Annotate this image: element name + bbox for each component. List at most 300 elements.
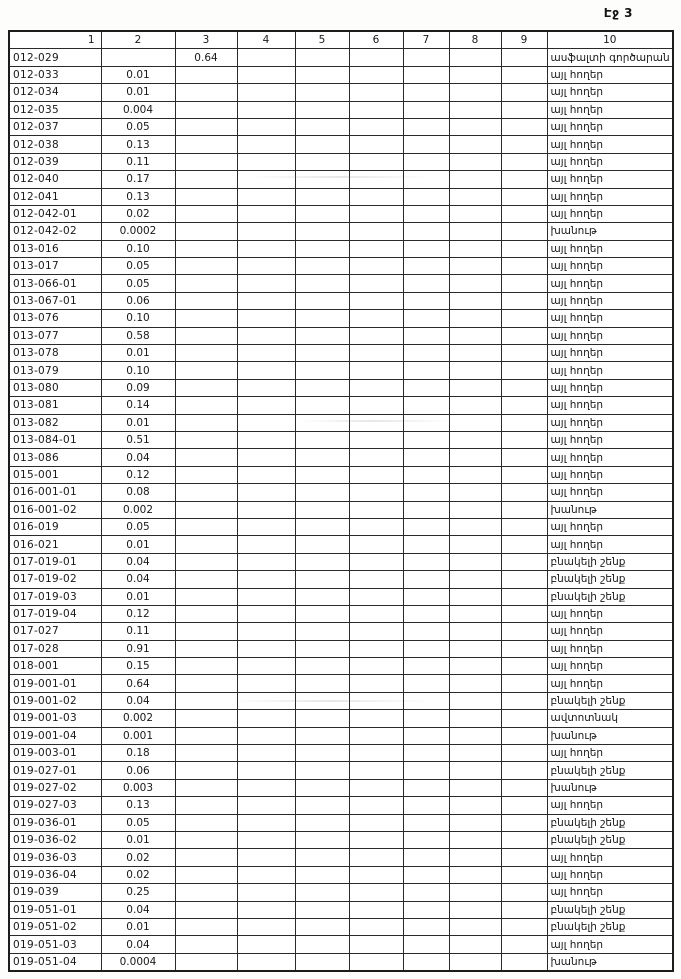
- value-cell: [449, 640, 501, 657]
- value-cell: [403, 727, 449, 744]
- value-cell: [349, 518, 403, 535]
- value-cell: [295, 884, 349, 901]
- value-cell: [449, 953, 501, 971]
- value-cell: [295, 449, 349, 466]
- value-cell: [295, 675, 349, 692]
- value-cell: [449, 431, 501, 448]
- table-row: [9, 327, 673, 344]
- value-cell: [349, 136, 403, 153]
- land-use-cell: ասֆալտի գործարան: [547, 49, 673, 66]
- value-cell: [175, 779, 237, 796]
- value-cell: [501, 397, 547, 414]
- value-cell: [175, 431, 237, 448]
- value-cell: [501, 101, 547, 118]
- value-cell: [295, 484, 349, 501]
- parcel-code-cell: 013-079: [9, 362, 101, 379]
- value-cell: [237, 484, 295, 501]
- value-cell: 0.04: [101, 553, 175, 570]
- table-row: [9, 884, 673, 901]
- value-cell: 0.01: [101, 414, 175, 431]
- land-use-cell: այլ հողեր: [547, 84, 673, 101]
- value-cell: [501, 501, 547, 518]
- value-cell: [295, 66, 349, 83]
- value-cell: [449, 588, 501, 605]
- value-cell: [237, 727, 295, 744]
- table-row: [9, 710, 673, 727]
- value-cell: 0.004: [101, 101, 175, 118]
- land-use-cell: այլ հողեր: [547, 484, 673, 501]
- value-cell: [295, 901, 349, 918]
- value-cell: [403, 779, 449, 796]
- value-cell: [403, 692, 449, 709]
- value-cell: [449, 414, 501, 431]
- value-cell: [175, 571, 237, 588]
- parcel-code-cell: 019-036-03: [9, 849, 101, 866]
- value-cell: [403, 588, 449, 605]
- value-cell: [175, 953, 237, 971]
- land-use-cell: այլ հողեր: [547, 936, 673, 953]
- value-cell: [501, 605, 547, 622]
- parcel-code-cell: 019-001-03: [9, 710, 101, 727]
- value-cell: [349, 275, 403, 292]
- parcel-code-cell: 019-036-01: [9, 814, 101, 831]
- table-row: [9, 640, 673, 657]
- column-header-6: 6: [349, 31, 403, 49]
- value-cell: [501, 66, 547, 83]
- parcel-code-cell: 012-040: [9, 171, 101, 188]
- value-cell: [295, 518, 349, 535]
- land-use-cell: այլ հողեր: [547, 797, 673, 814]
- value-cell: [237, 553, 295, 570]
- parcel-code-cell: 012-035: [9, 101, 101, 118]
- value-cell: 0.13: [101, 188, 175, 205]
- value-cell: [295, 936, 349, 953]
- value-cell: [237, 797, 295, 814]
- value-cell: [237, 153, 295, 170]
- land-use-cell: այլ հողեր: [547, 275, 673, 292]
- value-cell: [501, 936, 547, 953]
- parcel-code-cell: 013-077: [9, 327, 101, 344]
- value-cell: 0.04: [101, 449, 175, 466]
- value-cell: [349, 188, 403, 205]
- value-cell: [349, 745, 403, 762]
- land-use-cell: բնակելի շենք: [547, 553, 673, 570]
- table-row: [9, 658, 673, 675]
- value-cell: [501, 518, 547, 535]
- value-cell: [349, 797, 403, 814]
- value-cell: [501, 849, 547, 866]
- land-use-cell: այլ հողեր: [547, 258, 673, 275]
- value-cell: [175, 327, 237, 344]
- value-cell: [175, 640, 237, 657]
- value-cell: 0.10: [101, 310, 175, 327]
- land-use-cell: այլ հողեր: [547, 884, 673, 901]
- value-cell: 0.0002: [101, 223, 175, 240]
- value-cell: [449, 397, 501, 414]
- value-cell: [403, 484, 449, 501]
- value-cell: [449, 814, 501, 831]
- land-use-cell: այլ հողեր: [547, 640, 673, 657]
- parcel-code-cell: 012-039: [9, 153, 101, 170]
- land-use-cell: այլ հողեր: [547, 310, 673, 327]
- value-cell: [349, 762, 403, 779]
- parcel-code-cell: 016-021: [9, 536, 101, 553]
- table-row: [9, 779, 673, 796]
- parcel-code-cell: 016-019: [9, 518, 101, 535]
- land-use-cell: բնակելի շենք: [547, 571, 673, 588]
- value-cell: [403, 623, 449, 640]
- value-cell: [449, 310, 501, 327]
- table-row: [9, 431, 673, 448]
- value-cell: [449, 205, 501, 222]
- value-cell: [237, 536, 295, 553]
- table-row: [9, 66, 673, 83]
- value-cell: [175, 118, 237, 135]
- value-cell: 0.001: [101, 727, 175, 744]
- value-cell: [295, 397, 349, 414]
- value-cell: [449, 66, 501, 83]
- value-cell: 0.01: [101, 918, 175, 935]
- value-cell: [349, 84, 403, 101]
- value-cell: [501, 362, 547, 379]
- value-cell: [449, 727, 501, 744]
- value-cell: [175, 901, 237, 918]
- value-cell: [175, 345, 237, 362]
- column-header-10: 10: [547, 31, 673, 49]
- value-cell: [237, 327, 295, 344]
- value-cell: [237, 101, 295, 118]
- value-cell: [349, 866, 403, 883]
- value-cell: 0.04: [101, 901, 175, 918]
- value-cell: [295, 466, 349, 483]
- value-cell: [449, 553, 501, 570]
- value-cell: [175, 623, 237, 640]
- value-cell: 0.04: [101, 692, 175, 709]
- value-cell: [449, 188, 501, 205]
- parcel-code-cell: 016-001-02: [9, 501, 101, 518]
- value-cell: [295, 692, 349, 709]
- value-cell: [501, 866, 547, 883]
- value-cell: [237, 831, 295, 848]
- value-cell: 0.12: [101, 466, 175, 483]
- value-cell: [501, 710, 547, 727]
- value-cell: 0.11: [101, 623, 175, 640]
- value-cell: [349, 849, 403, 866]
- value-cell: [449, 797, 501, 814]
- land-use-cell: խանութ: [547, 727, 673, 744]
- value-cell: [349, 901, 403, 918]
- land-use-cell: բնակելի շենք: [547, 588, 673, 605]
- value-cell: [175, 136, 237, 153]
- value-cell: [349, 362, 403, 379]
- value-cell: [237, 205, 295, 222]
- value-cell: [295, 414, 349, 431]
- value-cell: [237, 466, 295, 483]
- value-cell: [237, 605, 295, 622]
- value-cell: [501, 797, 547, 814]
- value-cell: [237, 431, 295, 448]
- parcel-code-cell: 013-084-01: [9, 431, 101, 448]
- parcel-code-cell: 012-029: [9, 49, 101, 66]
- value-cell: 0.05: [101, 258, 175, 275]
- column-header-1: 1: [9, 31, 101, 49]
- table-row: [9, 623, 673, 640]
- land-use-cell: այլ հողեր: [547, 362, 673, 379]
- parcel-code-cell: 019-003-01: [9, 745, 101, 762]
- value-cell: [237, 953, 295, 971]
- value-cell: [175, 171, 237, 188]
- value-cell: [175, 484, 237, 501]
- value-cell: [349, 727, 403, 744]
- parcel-code-cell: 013-076: [9, 310, 101, 327]
- parcel-code-cell: 019-001-02: [9, 692, 101, 709]
- value-cell: [349, 779, 403, 796]
- value-cell: [237, 518, 295, 535]
- value-cell: [295, 953, 349, 971]
- value-cell: [175, 588, 237, 605]
- value-cell: [501, 258, 547, 275]
- value-cell: [237, 292, 295, 309]
- value-cell: [501, 275, 547, 292]
- value-cell: [449, 675, 501, 692]
- value-cell: [295, 605, 349, 622]
- value-cell: [295, 745, 349, 762]
- value-cell: [295, 536, 349, 553]
- value-cell: [403, 901, 449, 918]
- value-cell: [501, 588, 547, 605]
- value-cell: [175, 240, 237, 257]
- value-cell: [349, 414, 403, 431]
- value-cell: 0.10: [101, 240, 175, 257]
- value-cell: [349, 675, 403, 692]
- value-cell: 0.0004: [101, 953, 175, 971]
- value-cell: [237, 449, 295, 466]
- value-cell: [449, 901, 501, 918]
- value-cell: [349, 292, 403, 309]
- value-cell: [403, 814, 449, 831]
- table-row: [9, 918, 673, 935]
- table-row: [9, 205, 673, 222]
- value-cell: [501, 692, 547, 709]
- table-row: [9, 571, 673, 588]
- value-cell: [449, 153, 501, 170]
- value-cell: [237, 258, 295, 275]
- table-row: [9, 136, 673, 153]
- parcel-code-cell: 012-042-02: [9, 223, 101, 240]
- value-cell: [295, 762, 349, 779]
- value-cell: [175, 292, 237, 309]
- value-cell: [403, 397, 449, 414]
- value-cell: [237, 745, 295, 762]
- value-cell: [449, 658, 501, 675]
- value-cell: [449, 362, 501, 379]
- value-cell: [403, 292, 449, 309]
- value-cell: [295, 205, 349, 222]
- value-cell: [175, 658, 237, 675]
- value-cell: [403, 223, 449, 240]
- value-cell: [237, 623, 295, 640]
- value-cell: [237, 675, 295, 692]
- value-cell: [501, 814, 547, 831]
- value-cell: 0.05: [101, 518, 175, 535]
- value-cell: [501, 136, 547, 153]
- value-cell: [449, 866, 501, 883]
- value-cell: [403, 414, 449, 431]
- value-cell: [295, 345, 349, 362]
- land-use-cell: խանութ: [547, 953, 673, 971]
- parcel-code-cell: 019-036-04: [9, 866, 101, 883]
- value-cell: [175, 692, 237, 709]
- value-cell: [349, 153, 403, 170]
- value-cell: [403, 310, 449, 327]
- value-cell: [175, 797, 237, 814]
- value-cell: [175, 518, 237, 535]
- value-cell: [349, 101, 403, 118]
- value-cell: [349, 240, 403, 257]
- value-cell: [403, 362, 449, 379]
- value-cell: [449, 118, 501, 135]
- value-cell: [403, 466, 449, 483]
- value-cell: [449, 379, 501, 396]
- value-cell: [295, 379, 349, 396]
- value-cell: [403, 710, 449, 727]
- table-row: [9, 153, 673, 170]
- value-cell: [449, 518, 501, 535]
- value-cell: [175, 866, 237, 883]
- value-cell: [349, 571, 403, 588]
- value-cell: [295, 118, 349, 135]
- parcel-code-cell: 019-027-01: [9, 762, 101, 779]
- land-use-cell: այլ հողեր: [547, 536, 673, 553]
- value-cell: 0.25: [101, 884, 175, 901]
- value-cell: 0.13: [101, 797, 175, 814]
- parcel-code-cell: 012-042-01: [9, 205, 101, 222]
- value-cell: [295, 571, 349, 588]
- value-cell: [237, 240, 295, 257]
- value-cell: [501, 484, 547, 501]
- value-cell: [175, 745, 237, 762]
- land-use-cell: խանութ: [547, 779, 673, 796]
- value-cell: [175, 275, 237, 292]
- table-row: [9, 831, 673, 848]
- value-cell: [449, 466, 501, 483]
- value-cell: [349, 501, 403, 518]
- table-row: [9, 240, 673, 257]
- value-cell: [237, 136, 295, 153]
- value-cell: [449, 84, 501, 101]
- value-cell: [501, 466, 547, 483]
- value-cell: [501, 345, 547, 362]
- land-use-cell: խանութ: [547, 223, 673, 240]
- table-row: [9, 692, 673, 709]
- value-cell: [295, 310, 349, 327]
- parcel-code-cell: 017-019-01: [9, 553, 101, 570]
- value-cell: [175, 258, 237, 275]
- table-row: [9, 101, 673, 118]
- value-cell: [237, 84, 295, 101]
- value-cell: [237, 223, 295, 240]
- parcel-code-cell: 019-027-02: [9, 779, 101, 796]
- parcel-code-cell: 012-034: [9, 84, 101, 101]
- value-cell: [175, 884, 237, 901]
- value-cell: [175, 762, 237, 779]
- value-cell: [295, 727, 349, 744]
- table-row: [9, 727, 673, 744]
- page-number-label: Էջ 3: [603, 6, 633, 20]
- table-row: [9, 518, 673, 535]
- column-header-2: 2: [101, 31, 175, 49]
- parcel-code-cell: 013-080: [9, 379, 101, 396]
- value-cell: [403, 275, 449, 292]
- value-cell: [449, 745, 501, 762]
- table-row: [9, 379, 673, 396]
- value-cell: [501, 727, 547, 744]
- value-cell: [501, 553, 547, 570]
- table-row: [9, 936, 673, 953]
- value-cell: 0.01: [101, 345, 175, 362]
- value-cell: [175, 936, 237, 953]
- land-use-cell: այլ հողեր: [547, 605, 673, 622]
- value-cell: [175, 466, 237, 483]
- value-cell: [295, 588, 349, 605]
- value-cell: [349, 49, 403, 66]
- value-cell: [349, 205, 403, 222]
- value-cell: [349, 258, 403, 275]
- column-header-4: 4: [237, 31, 295, 49]
- value-cell: [175, 310, 237, 327]
- value-cell: [403, 953, 449, 971]
- parcel-code-cell: 019-051-04: [9, 953, 101, 971]
- value-cell: [237, 936, 295, 953]
- value-cell: [237, 814, 295, 831]
- value-cell: [295, 188, 349, 205]
- land-use-cell: բնակելի շենք: [547, 692, 673, 709]
- value-cell: [403, 49, 449, 66]
- value-cell: [175, 605, 237, 622]
- table-row: [9, 501, 673, 518]
- value-cell: [295, 849, 349, 866]
- value-cell: [349, 536, 403, 553]
- table-row: [9, 762, 673, 779]
- value-cell: [349, 884, 403, 901]
- table-row: [9, 953, 673, 971]
- parcel-code-cell: 013-016: [9, 240, 101, 257]
- value-cell: [175, 449, 237, 466]
- value-cell: [349, 431, 403, 448]
- value-cell: [403, 536, 449, 553]
- value-cell: [449, 345, 501, 362]
- value-cell: [175, 153, 237, 170]
- table-row: [9, 171, 673, 188]
- value-cell: [349, 484, 403, 501]
- table-row: [9, 849, 673, 866]
- column-header-5: 5: [295, 31, 349, 49]
- table-row: [9, 310, 673, 327]
- value-cell: [237, 849, 295, 866]
- parcel-code-cell: 013-017: [9, 258, 101, 275]
- value-cell: 0.01: [101, 536, 175, 553]
- value-cell: [403, 936, 449, 953]
- parcel-code-cell: 017-019-04: [9, 605, 101, 622]
- value-cell: 0.05: [101, 814, 175, 831]
- land-use-cell: այլ հողեր: [547, 205, 673, 222]
- value-cell: [403, 327, 449, 344]
- value-cell: [449, 571, 501, 588]
- parcel-code-cell: 013-082: [9, 414, 101, 431]
- value-cell: [295, 327, 349, 344]
- value-cell: [295, 779, 349, 796]
- value-cell: [403, 658, 449, 675]
